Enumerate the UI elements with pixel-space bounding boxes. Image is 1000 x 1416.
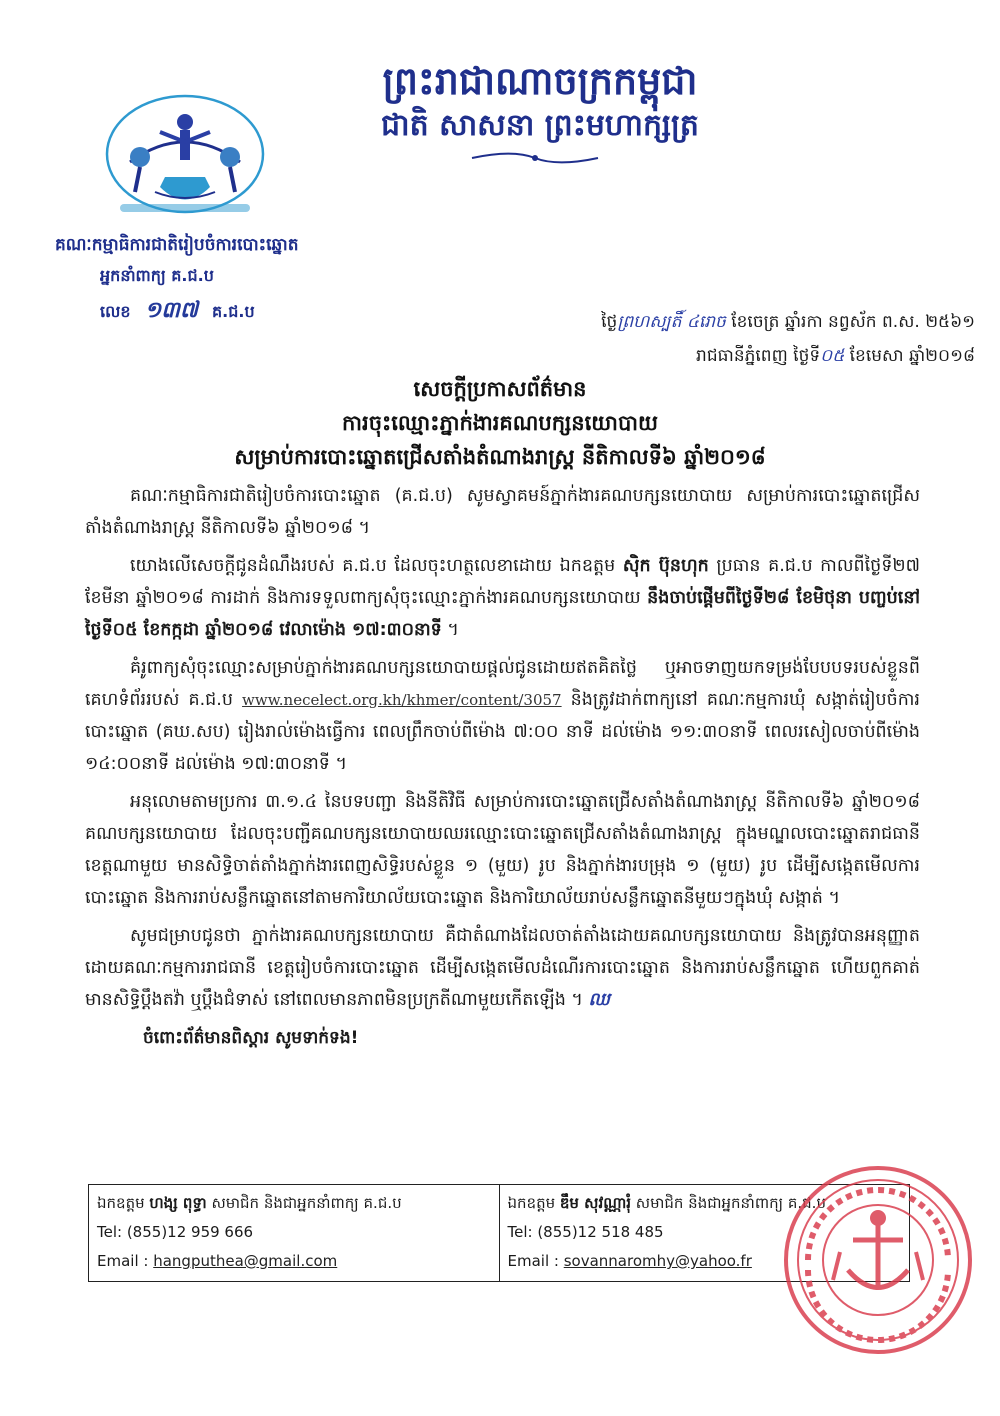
contact-tel: Tel: (855)12 959 666 xyxy=(97,1223,254,1241)
paragraph-5 xyxy=(85,920,920,1016)
flourish-ornament xyxy=(470,150,600,166)
handwritten-initial: ឈ xyxy=(588,990,610,1010)
org-block xyxy=(55,232,435,324)
title-line-3: សម្រាប់ការបោះឆ្នោតជ្រើសតាំងតំណាងរាស្ត្រ នីតិកាលទី៦ ឆ្នាំ២០១៨ xyxy=(234,445,766,469)
kingdom-heading: ព្រះរាជាណាចក្រកម្ពុជា xyxy=(382,58,698,103)
contact-role-line xyxy=(97,1189,491,1218)
contact-name: ឌឹម សុវណ្ណារុំ xyxy=(559,1194,632,1212)
email-label: Email : xyxy=(507,1252,564,1270)
date-block xyxy=(505,305,975,373)
paragraph-2 xyxy=(85,550,920,646)
contact-role: សមាជិក និងជាអ្នកនាំពាក្យ គ.ជ.ប xyxy=(631,1194,826,1212)
nec-website-link[interactable]: www.necelect.org.kh/khmer/content/3057 xyxy=(242,691,562,709)
solar-date-line xyxy=(505,339,975,373)
lunar-date-prefix: ថ្ងៃ xyxy=(601,312,618,332)
ref-prefix: លេខ xyxy=(100,302,131,321)
contact-card-1 xyxy=(89,1185,499,1281)
paragraph-5-text: សូមជម្រាបជូនថា ភ្នាក់ងារគណបក្សនយោបាយ គឺជាតំណាងដែលចាត់តាំងដោយគណបក្សនយោបាយ និងត្រូវបានអនុញ្ញាតដោយគណៈកម្មការរាជធានី ខេត្តរៀបចំការបោះឆ្នោត ដើម្បីសង្កេតមើលដំណើរការបោះឆ្នោត និងការរាប់សន្លឹកឆ្នោត ហើយពួកគាត់មានសិទ្ធិប្តឹងតវ៉ា ឬប្តឹងជំទាស់ នៅពេលមានភាពមិនប្រក្រតីណាមួយកើតឡើង ។ xyxy=(85,926,920,1010)
contact-email-link[interactable]: sovannaromhy@yahoo.fr xyxy=(563,1252,752,1270)
contact-title: ឯកឧត្តម xyxy=(97,1194,150,1212)
paragraph-3-text-a: គំរូពាក្យសុំចុះឈ្មោះសម្រាប់ភ្នាក់ងារគណបក្សនយោបាយផ្តល់ជូនដោយឥតគិតថ្លៃ ឬអាចទាញយកទម្រង់បែបបទរបស់ខ្លួនពីគេហទំព័ររបស់ គ.ជ.ប xyxy=(85,658,920,710)
org-name: គណៈកម្មាធិការជាតិរៀបចំការបោះឆ្នោត xyxy=(55,235,299,255)
paragraph-4: អនុលោមតាមប្រការ ៣.១.៤ នៃបទបញ្ជា និងនីតិវិធី សម្រាប់ការបោះឆ្នោតជ្រើសតាំងតំណាងរាស្ត្រ នីតិកាលទី៦ ឆ្នាំ២០១៨ គណបក្សនយោបាយ ដែលចុះបញ្ជីគណបក្សនយោបាយឈរឈ្មោះបោះឆ្នោតជ្រើសតាំងតំណាងរាស្ត្រ ក្នុងមណ្ឌលបោះឆ្នោតរាជធានី ខេត្តណាមួយ មានសិទ្ធិចាត់តាំងភ្នាក់ងារពេញសិទ្ធិរបស់ខ្លួន ១ (មួយ) រូប និងភ្នាក់ងារបម្រុង ១ (មួយ) រូប ដើម្បីសង្កេតមើលការបោះឆ្នោត និងការរាប់សន្លឹកឆ្នោតនៅតាមការិយាល័យបោះឆ្នោត និងការិយាល័យរាប់សន្លឹកឆ្នោតនីមួយៗក្នុងឃុំ សង្កាត់ ។ xyxy=(85,792,920,908)
contact-name: ហង្ស ពុទ្ធា xyxy=(149,1194,207,1212)
title-line-1: សេចក្តីប្រកាសព័ត៌មាន xyxy=(413,377,587,401)
contact-email-line xyxy=(97,1247,491,1276)
paragraph-2-end: ។ xyxy=(441,620,459,640)
solar-date-rest: ខែមេសា ឆ្នាំ២០១៨ xyxy=(844,346,975,366)
nec-logo-icon xyxy=(100,92,270,227)
paragraph-3-text-b: និងត្រូវដាក់ពាក្យនៅ គណៈកម្មការឃុំ សង្កាត់រៀបចំការបោះឆ្នោត (គឃ.សប) រៀងរាល់ម៉ោងធ្វើការ ពេលព្រឹកចាប់ពីម៉ោង ៧:០០ នាទី ដល់ម៉ោង ១១:៣០នាទី ពេលរសៀលចាប់ពីម៉ោង ១៤:០០នាទី ដល់ម៉ោង ១៧:៣០នាទី ។ xyxy=(85,690,920,774)
contact-role: សមាជិក និងជាអ្នកនាំពាក្យ គ.ជ.ប xyxy=(206,1194,402,1212)
paragraph-2-text-b: ប្រធាន គ.ជ.ប កាលពីថ្ងៃទី២៧ ខែមីនា ឆ្នាំ២០១៨ ការដាក់ និងការទទួលពាក្យសុំចុះឈ្មោះភ្នាក់ងារគណបក្សនយោបាយ xyxy=(85,556,920,608)
reference-line xyxy=(100,298,435,324)
document-title xyxy=(60,372,940,474)
chairman-name: ស៊ិក ប៊ុនហុក xyxy=(622,556,709,576)
closing-line: ចំពោះព័ត៌មានពិស្តារ សូមទាក់ទង! xyxy=(143,1028,359,1048)
lunar-date-line xyxy=(505,305,975,339)
org-spokesperson: អ្នកនាំពាក្យ គ.ជ.ប xyxy=(100,266,214,285)
solar-date-handwritten: ០៥ xyxy=(820,346,845,366)
registration-period: នឹងចាប់ផ្តើមពីថ្ងៃទី២៨ ខែមិថុនា បញ្ចប់នៅថ្ងៃទី០៥ ខែកក្កដា ឆ្នាំ២០១៨ វេលាម៉ោង ១៧:៣០នាទី xyxy=(85,588,920,640)
official-stamp-icon xyxy=(778,1160,978,1360)
paragraph-2-text-a: យោងលើសេចក្តីជូនដំណឹងរបស់ គ.ជ.ប ដែលចុះហត្ថលេខាដោយ ឯកឧត្តម xyxy=(130,556,623,576)
lunar-date-handwritten: ព្រហស្បតិ៍ ៤រោច xyxy=(617,312,726,332)
contact-tel: Tel: (855)12 518 485 xyxy=(507,1223,664,1241)
paragraph-1: គណៈកម្មាធិការជាតិរៀបចំការបោះឆ្នោត (គ.ជ.ប) សូមស្វាគមន៍ភ្នាក់ងារគណបក្សនយោបាយ សម្រាប់ការបោះឆ្នោតជ្រើសតាំងតំណាងរាស្ត្រ នីតិកាលទី៦ ឆ្នាំ២០១៨ ។ xyxy=(85,486,920,538)
contact-email-link[interactable]: hangputhea@gmail.com xyxy=(153,1252,338,1270)
lunar-date-rest: ខែចេត្រ ឆ្នាំរកា នព្វស័ក ព.ស. ២៥៦១ xyxy=(725,312,975,332)
email-label: Email : xyxy=(97,1252,154,1270)
ref-suffix: គ.ជ.ប xyxy=(211,302,255,321)
title-line-2: ការចុះឈ្មោះភ្នាក់ងារគណបក្សនយោបាយ xyxy=(342,411,658,435)
paragraph-3 xyxy=(85,652,920,780)
contact-title: ឯកឧត្តម xyxy=(507,1194,560,1212)
document-body xyxy=(85,480,920,1054)
national-motto: ជាតិ សាសនា ព្រះមហាក្សត្រ xyxy=(381,108,699,143)
solar-date-prefix: រាជធានីភ្នំពេញ ថ្ងៃទី xyxy=(696,346,821,366)
ref-number: ១៣៧ xyxy=(144,297,198,323)
